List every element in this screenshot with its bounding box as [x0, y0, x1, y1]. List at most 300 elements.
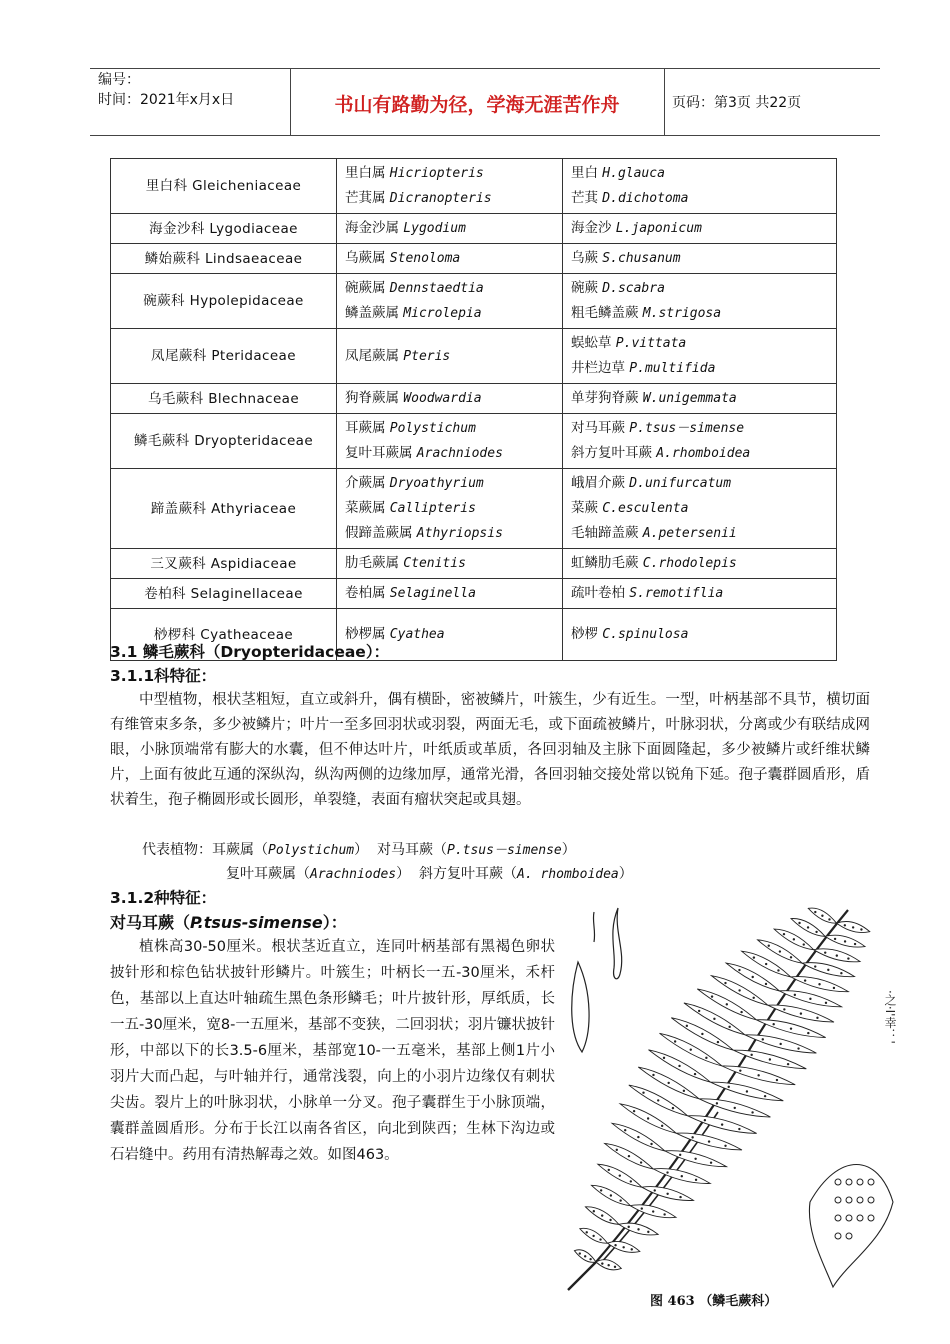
- sorus-dot: [663, 1057, 665, 1059]
- sorus-dot: [779, 1043, 781, 1045]
- sorus-dot: [728, 1086, 730, 1088]
- sorus-dot: [816, 1017, 818, 1019]
- sorus-dot: [657, 1099, 659, 1101]
- sorus-dot: [589, 1258, 591, 1260]
- sorus-dot: [579, 1252, 581, 1254]
- sorus-dot: [592, 1235, 594, 1237]
- species-name-latin: A.petersenii: [642, 526, 737, 541]
- taxonomy-row: [111, 329, 837, 384]
- species-title-end: ）：: [322, 913, 347, 932]
- family-cell: 卷柏科 Selaginellaceae: [111, 579, 337, 609]
- sorus-dot: [679, 1154, 681, 1156]
- sorus-dot: [716, 1102, 718, 1104]
- header-meta: [98, 70, 234, 110]
- genus-line: [345, 521, 554, 546]
- sorus-dot: [622, 1246, 624, 1248]
- taxonomy-row: [111, 469, 837, 549]
- sorus-dot: [753, 997, 755, 999]
- genus-name-cn: 复叶耳蕨属: [345, 445, 417, 461]
- sorus-dot: [750, 1054, 752, 1056]
- genus-name-cn: 桫椤属: [345, 626, 390, 642]
- sorus-dot: [584, 1255, 586, 1257]
- species-name-cn: 桫椤: [571, 626, 603, 642]
- genus-line: [345, 344, 554, 369]
- genus-name-latin: Dennstaedtia: [389, 281, 484, 296]
- header-motto: 书山有路勤为径，学海无涯苦作舟: [334, 94, 620, 116]
- rep2-cn: 对马耳蕨（: [377, 842, 447, 858]
- family-cell: 三叉蕨科 Aspidiaceae: [111, 549, 337, 579]
- species-name-latin: M.strigosa: [642, 306, 722, 321]
- sorus-dot: [652, 1074, 654, 1076]
- species-name-cn: 里白: [571, 165, 603, 181]
- sorus-dot: [818, 983, 820, 985]
- stipe: [568, 1262, 596, 1290]
- rep4-cn: 斜方复叶耳蕨（: [419, 866, 517, 882]
- sorus-dot: [681, 1175, 683, 1177]
- sorus-dot: [694, 1158, 696, 1160]
- sorus-dot: [701, 1033, 703, 1035]
- species-name-cn: 疏叶卷柏: [571, 585, 630, 601]
- sorus-dot: [746, 1090, 748, 1092]
- sorus-dot: [753, 956, 755, 958]
- sorus-dot: [821, 915, 823, 917]
- genus-cell: [337, 549, 563, 579]
- sorus-dot: [711, 995, 713, 997]
- sorus-dot: [721, 1123, 723, 1125]
- sorus-dot: [787, 1063, 789, 1065]
- genus-name-cn: 介蕨属: [345, 475, 390, 491]
- species-cell: [563, 469, 837, 549]
- sorus-dot: [614, 1266, 616, 1268]
- species-name-cn: 乌蕨: [571, 250, 603, 266]
- taxonomy-row: [111, 244, 837, 274]
- sorus-dot: [610, 1194, 612, 1196]
- sorus-dot: [844, 924, 846, 926]
- sorus-dot: [708, 1140, 710, 1142]
- species-line: [571, 246, 828, 271]
- sorus-dot: [614, 1244, 616, 1246]
- genus-name-latin: Athyriopsis: [416, 526, 503, 541]
- species-name-latin: S.remotiflia: [629, 586, 724, 601]
- species-name-cn: 粗毛鳞盖蕨: [571, 305, 643, 321]
- pinnule-detail: [809, 1165, 893, 1288]
- species-cell: [563, 384, 837, 414]
- sorus-dot: [854, 943, 856, 945]
- sorus-dot: [726, 1003, 728, 1005]
- species-name-cn: 峨眉介蕨: [571, 475, 630, 491]
- species-name-latin: S.chusanum: [602, 251, 681, 266]
- sorus-dot: [834, 938, 836, 940]
- species-name-cn: 单芽狗脊蕨: [571, 390, 643, 406]
- genus-name-cn: 假蹄盖蕨属: [345, 525, 417, 541]
- species-cell: [563, 329, 837, 384]
- species-line: [571, 356, 828, 381]
- sorus-dot: [757, 1074, 759, 1076]
- sorus-dot: [740, 1011, 742, 1013]
- species-title-latin: P.tsus-simense: [190, 913, 323, 932]
- sorus-dot: [593, 1210, 595, 1212]
- genus-cell: [337, 579, 563, 609]
- sorus-dot: [624, 1129, 626, 1131]
- sorus-dot: [601, 1214, 603, 1216]
- sorus-dot: [860, 928, 862, 930]
- sorus-dot: [678, 1065, 680, 1067]
- sorus-dot: [667, 1082, 669, 1084]
- genus-line: [345, 301, 554, 326]
- species-description: [110, 934, 555, 1168]
- sorus-dot: [772, 1023, 774, 1025]
- genus-name-cn: 鳞盖蕨属: [345, 305, 404, 321]
- genus-name-latin: Callipteris: [389, 501, 476, 516]
- sorus-dot: [713, 1018, 715, 1020]
- species-name-cn: 芒萁: [571, 190, 603, 206]
- rep3-cn: 复叶耳蕨属（: [226, 866, 310, 882]
- rep1-latin: Polystichum: [268, 843, 355, 858]
- species-line: [571, 386, 828, 411]
- sorus-dot: [777, 969, 779, 971]
- genus-name-cn: 芒萁属: [345, 190, 390, 206]
- sorus-dot: [631, 1248, 633, 1250]
- sorus-dot: [807, 926, 809, 928]
- sorus-dot: [765, 983, 767, 985]
- genus-cell: [337, 274, 563, 329]
- genus-name-cn: 乌蕨属: [345, 250, 390, 266]
- sorus-dot: [836, 954, 838, 956]
- species-name-latin: C.esculenta: [602, 501, 689, 516]
- sorus-dot: [797, 1047, 799, 1049]
- sorus-dot: [637, 1228, 639, 1230]
- sorus-dot: [650, 1143, 652, 1145]
- sorus-dot: [661, 1125, 663, 1127]
- genus-name-cn: 狗脊蕨属: [345, 390, 404, 406]
- rep1-cn: 耳蕨属（: [212, 842, 268, 858]
- genus-name-latin: Polystichum: [389, 421, 476, 436]
- sorus-dot: [641, 1207, 643, 1209]
- genus-line: [345, 246, 554, 271]
- genus-line: [345, 471, 554, 496]
- sorus-dot: [738, 1128, 740, 1130]
- sorus-dot: [608, 1169, 610, 1171]
- sorus-dot: [704, 1119, 706, 1121]
- header-divider-2: [664, 68, 665, 135]
- family-cell: 蹄盖蕨科 Athyriaceae: [111, 469, 337, 549]
- species-cell: [563, 159, 837, 214]
- sorus-dot: [599, 1238, 601, 1240]
- taxonomy-row: [111, 159, 837, 214]
- family-cell: 桫椤科 Cyatheaceae: [111, 609, 337, 661]
- sorus-dot: [586, 1231, 588, 1233]
- species-name-cn: 蜈蚣草: [571, 335, 616, 351]
- genus-name-latin: Arachniodes: [416, 446, 503, 461]
- sorus-dot: [738, 989, 740, 991]
- species-name-latin: L.japonicum: [615, 221, 702, 236]
- family-features-text: [110, 688, 870, 813]
- genus-name-latin: Microlepia: [403, 306, 482, 321]
- header-top-rule: [90, 68, 880, 69]
- rep3-end: ）: [396, 866, 411, 882]
- genus-name-cn: 里白属: [345, 165, 390, 181]
- species-line: [571, 471, 828, 496]
- taxonomy-table: [110, 158, 837, 661]
- species-line: [571, 581, 828, 606]
- species-line: [571, 551, 828, 576]
- scale-detail-2: [572, 962, 589, 1052]
- sorus-dot: [847, 957, 849, 959]
- species-name-cn: 斜方复叶耳蕨: [571, 445, 657, 461]
- species-name-cn: 对马耳蕨: [571, 420, 630, 436]
- sorus-dot: [690, 1048, 692, 1050]
- species-title: [110, 910, 347, 933]
- genus-name-cn: 海金沙属: [345, 220, 404, 236]
- genus-name-latin: Ctenitis: [403, 556, 466, 571]
- genus-cell: [337, 414, 563, 469]
- genus-name-cn: 碗蕨属: [345, 280, 390, 296]
- genus-line: [345, 161, 554, 186]
- species-cell: [563, 274, 837, 329]
- species-description-text: 植株高30-50厘米。根状茎近直立，连同叶柄基部有黑褐色卵状披针形和棕色钻状披针形鳞片。叶簇生；叶柄长一五-30厘米，禾杆色，基部以上直达叶轴疏生黑色条形鳞毛；叶片披针形，厚纸质，长一五-30厘米，宽8-一五厘米，基部不变狭，二回羽状；羽片镰状披针形，中部以下的长3.5-6厘米，基部宽10-一五毫米，基部上侧1片小羽片大而凸起，与叶轴并行，通常浅裂，向上的小羽片边缘仅有刺状尖齿。裂片上的叶脉羽状，小脉单一分叉。孢子囊群生于小脉顶端，囊群盖圆盾形。分布于长江以南各省区，向北到陕西；生林下沟边或石岩缝中。药用有清热解毒之效。如图463。: [110, 939, 555, 1163]
- species-name-cn: 海金沙: [571, 220, 616, 236]
- genus-name-latin: Cyathea: [389, 627, 445, 642]
- species-line: [571, 216, 828, 241]
- family-features-heading: 3.1.1科特征：: [110, 667, 217, 685]
- genus-name-latin: Dryoathyrium: [389, 476, 484, 491]
- sorus-dot: [734, 1107, 736, 1109]
- sorus-dot: [633, 1110, 635, 1112]
- genus-name-cn: 卷柏属: [345, 585, 390, 601]
- figure-caption: 图 463 （鳞毛蕨科）: [650, 1294, 778, 1309]
- species-line: [571, 331, 828, 356]
- sorus-dot: [738, 969, 740, 971]
- genus-name-cn: 菜蕨属: [345, 500, 390, 516]
- header-time-label: 时间：2021年x月x日: [98, 92, 235, 108]
- species-features-heading: 3.1.2种特征：: [110, 889, 217, 907]
- sorus-dot: [793, 938, 795, 940]
- sorus-dot: [807, 1032, 809, 1034]
- representative-plants-line-1: [142, 838, 902, 863]
- genus-line: [345, 276, 554, 301]
- sorus-dot: [652, 1210, 654, 1212]
- taxonomy-row: [111, 414, 837, 469]
- sorus-dot: [630, 1180, 632, 1182]
- sorus-dot: [798, 922, 800, 924]
- sorus-dot: [724, 982, 726, 984]
- species-cell: [563, 579, 837, 609]
- section-heading: 3.1 鳞毛蕨科（Dryopteridaceae）：: [110, 643, 390, 661]
- sorus-dot: [637, 1136, 639, 1138]
- fern-illustration: [548, 902, 900, 1292]
- sorus-dot: [809, 998, 811, 1000]
- taxonomy-row: [111, 549, 837, 579]
- genus-line: [345, 496, 554, 521]
- sorus-dot: [783, 1008, 785, 1010]
- species-cell: [563, 214, 837, 244]
- sorus-dot: [705, 1057, 707, 1059]
- family-cell: 碗蕨科 Hypolepidaceae: [111, 274, 337, 329]
- sorus-dot: [654, 1189, 656, 1191]
- species-name-cn: 碗蕨: [571, 280, 603, 296]
- header-bottom-rule: [90, 135, 880, 136]
- family-cell: 鳞始蕨科 Lindsaeaceae: [111, 244, 337, 274]
- species-line: [571, 496, 828, 521]
- species-line: [571, 186, 828, 211]
- sorus-dot: [764, 1095, 766, 1097]
- sorus-dot: [800, 1012, 802, 1014]
- genus-name-latin: Stenoloma: [389, 251, 461, 266]
- taxonomy-row: [111, 384, 837, 414]
- sorus-dot: [752, 976, 754, 978]
- genus-cell: [337, 159, 563, 214]
- species-name-latin: P.tsus－simense: [629, 421, 745, 436]
- sorus-dot: [663, 1213, 665, 1215]
- genus-cell: [337, 384, 563, 414]
- genus-name-cn: 耳蕨属: [345, 420, 390, 436]
- family-cell: 乌毛蕨科 Blechnaceae: [111, 384, 337, 414]
- family-cell: 凤尾蕨科 Pteridaceae: [111, 329, 337, 384]
- genus-cell: [337, 244, 563, 274]
- header-page-info: 页码：第3页 共22页: [672, 95, 802, 111]
- species-line: [571, 416, 828, 441]
- sorus-dot: [803, 943, 805, 945]
- sorus-dot: [751, 1111, 753, 1113]
- genus-name-latin: Woodwardia: [403, 391, 482, 406]
- sorus-dot: [790, 956, 792, 958]
- sorus-dot: [616, 1149, 618, 1151]
- sorus-dot: [642, 1092, 644, 1094]
- genus-name-latin: Dicranopteris: [389, 191, 492, 206]
- genus-name-latin: Selaginella: [389, 586, 476, 601]
- genus-name-latin: Hicriopteris: [389, 166, 484, 181]
- sorus-dot: [794, 994, 796, 996]
- sorus-dot: [647, 1117, 649, 1119]
- genus-name-latin: Lygodium: [403, 221, 466, 236]
- sorus-dot: [628, 1226, 630, 1228]
- species-name-cn: 菜蕨: [571, 500, 603, 516]
- species-cell: [563, 549, 837, 579]
- header-number-label: 编号：: [98, 72, 140, 88]
- sorus-dot: [666, 1171, 668, 1173]
- species-name-cn: 井栏边草: [571, 360, 630, 376]
- rep2-latin: P.tsus－simense: [447, 843, 562, 858]
- rep-label: 代表植物：: [142, 842, 212, 858]
- taxonomy-row: [111, 214, 837, 244]
- sorus-dot: [717, 1041, 719, 1043]
- species-name-cn: 毛轴蹄盖蕨: [571, 525, 643, 541]
- scale-detail-1: [613, 908, 622, 979]
- family-cell: 海金沙科 Lygodiaceae: [111, 214, 337, 244]
- sorus-dot: [698, 1010, 700, 1012]
- species-name-latin: P.multifida: [629, 361, 716, 376]
- sorus-dot: [666, 1193, 668, 1195]
- rep2-end: ）: [561, 842, 576, 858]
- taxonomy-row: [111, 274, 837, 329]
- representative-plants-line-2: [226, 862, 950, 887]
- genus-cell: [337, 469, 563, 549]
- sorus-dot: [724, 1145, 726, 1147]
- species-name-latin: D.dichotoma: [602, 191, 689, 206]
- genus-line: [345, 581, 554, 606]
- genus-line: [345, 186, 554, 211]
- sorus-dot: [814, 911, 816, 913]
- species-name-latin: H.glauca: [602, 166, 665, 181]
- sorus-dot: [804, 979, 806, 981]
- rep4-latin: A. rhomboidea: [517, 867, 619, 882]
- sorus-dot: [783, 933, 785, 935]
- species-line: [571, 161, 828, 186]
- species-line: [571, 301, 828, 326]
- sorus-dot: [683, 1090, 685, 1092]
- species-name-latin: C.spinulosa: [602, 627, 689, 642]
- sorus-dot: [640, 1161, 642, 1163]
- sorus-dot: [852, 926, 854, 928]
- sorus-dot: [824, 951, 826, 953]
- species-name-latin: D.unifurcatum: [629, 476, 732, 491]
- species-title-cn: 对马耳蕨（: [110, 913, 191, 932]
- family-cell: 里白科 Gleicheniaceae: [111, 159, 337, 214]
- family-cell: 鳞毛蕨科 Dryopteridaceae: [111, 414, 337, 469]
- species-name-latin: W.unigemmata: [642, 391, 737, 406]
- sorus-dot: [833, 987, 835, 989]
- sorus-dot: [728, 1026, 730, 1028]
- genus-name-cn: 凤尾蕨属: [345, 347, 404, 364]
- sorus-dot: [828, 918, 830, 920]
- sorus-dot: [827, 969, 829, 971]
- sorus-dot: [691, 1136, 693, 1138]
- species-name-latin: A.rhomboidea: [656, 446, 751, 461]
- sorus-dot: [779, 950, 781, 952]
- species-cell: [563, 414, 837, 469]
- family-features-paragraph: 中型植物，根状茎粗短，直立或斜升，偶有横卧，密被鳞片，叶簇生，少有近生。一型，叶柄基部不具节，横切面有维管束多条，多少被鳞片；叶片一至多回羽状或羽裂，两面无毛，或下面疏被鳞片，叶脉羽状，分离或少有联结成网眼，小脉顶端常有膨大的水囊，但不伸达叶片，叶纸质或革质，各回羽轴及主脉下面圆隆起，多少被鳞片或纤维状鳞片，上面有彼此互通的深纵沟，纵沟两侧的边缘加厚，通常光滑，各回羽轴交接处常以锐角下延。孢子囊群圆盾形，盾状着生，孢子椭圆形或长圆形，单裂缝，表面有瘤状突起或具翅。: [110, 692, 870, 808]
- cropped-edge-text: ·之·I'幸：': [883, 990, 897, 1044]
- sorus-dot: [790, 1027, 792, 1029]
- rep4-end: ）: [618, 866, 633, 882]
- species-name-cn: 虹鳞肋毛蕨: [571, 555, 643, 571]
- sorus-dot: [768, 945, 770, 947]
- genus-name-latin: Pteris: [403, 348, 451, 364]
- genus-line: [345, 441, 554, 466]
- sorus-dot: [694, 1073, 696, 1075]
- species-cell: [563, 244, 837, 274]
- sorus-dot: [710, 1162, 712, 1164]
- sorus-dot: [619, 1199, 621, 1201]
- species-name-latin: C.rhodolepis: [642, 556, 737, 571]
- sorus-dot: [686, 1025, 688, 1027]
- sorus-dot: [765, 963, 767, 965]
- sorus-dot: [628, 1155, 630, 1157]
- genus-line: [345, 386, 554, 411]
- taxonomy-row: [111, 579, 837, 609]
- sorus-dot: [695, 1179, 697, 1181]
- sorus-dot: [814, 965, 816, 967]
- species-line: [571, 276, 828, 301]
- scale-detail-3: [593, 912, 594, 942]
- sorus-dot: [840, 972, 842, 974]
- sorus-dot: [601, 1262, 603, 1264]
- species-line: [571, 441, 828, 466]
- sorus-dot: [739, 1069, 741, 1071]
- genus-line: [345, 216, 554, 241]
- rep3-latin: Arachniodes: [310, 867, 397, 882]
- sorus-dot: [825, 1002, 827, 1004]
- genus-name-cn: 肋毛蕨属: [345, 555, 404, 571]
- sorus-dot: [762, 1038, 764, 1040]
- sorus-dot: [600, 1189, 602, 1191]
- species-name-latin: P.vittata: [615, 336, 687, 351]
- genus-line: [345, 551, 554, 576]
- genus-cell: [337, 214, 563, 244]
- sorus-dot: [609, 1219, 611, 1221]
- sorus-dot: [844, 940, 846, 942]
- sorus-dot: [619, 1174, 621, 1176]
